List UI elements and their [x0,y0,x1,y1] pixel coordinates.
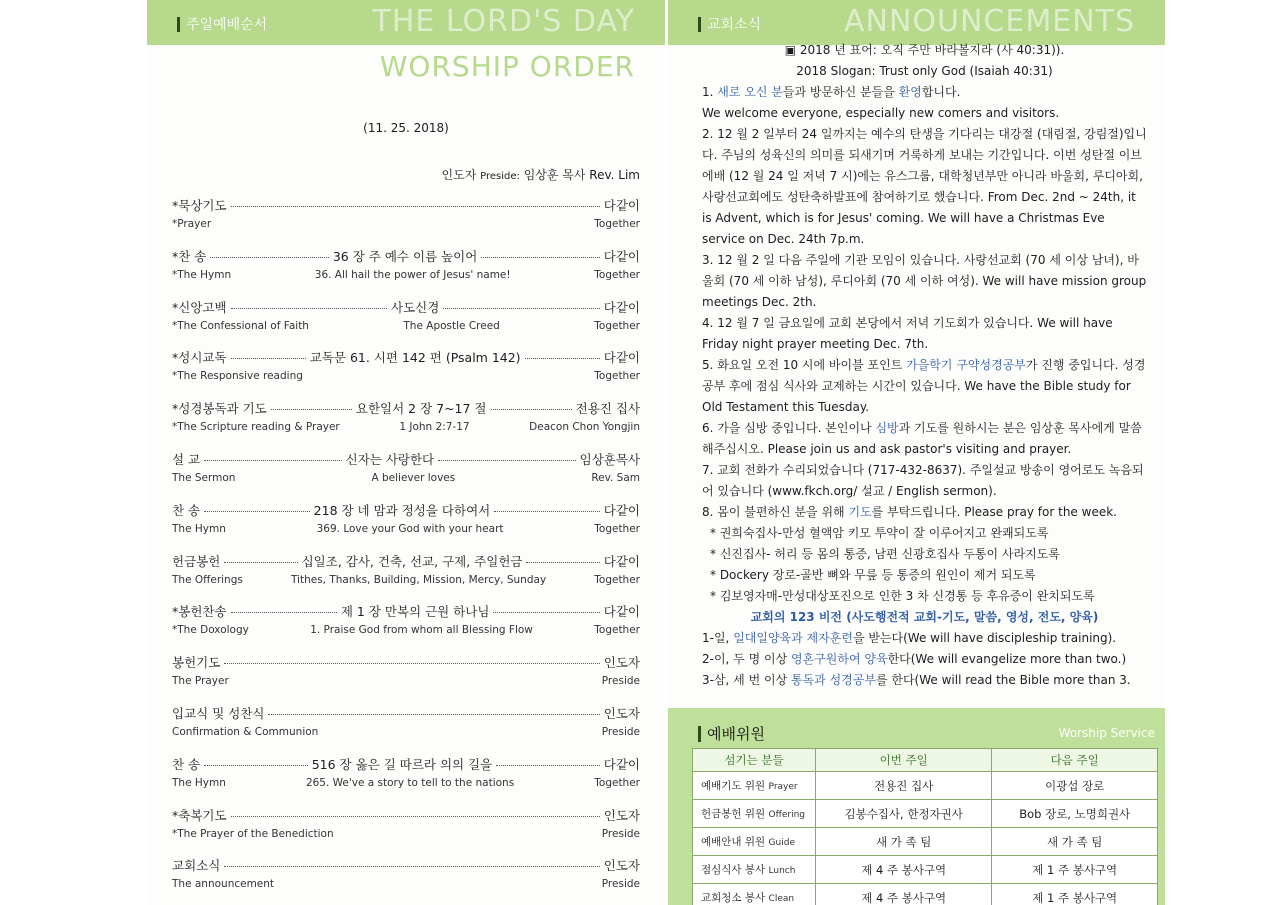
order-item-leader-en: Together [594,522,640,535]
prayer-item: * Dockery 장로-골반 뼈와 무릎 등 통증의 원인이 제거 되도록 [710,568,1036,582]
order-item-label-en: The Sermon [172,472,236,484]
order-item-leader: 인도자 [603,706,640,721]
leader-dots [496,764,600,766]
order-item-leader-en: Together [594,624,640,637]
order-item-leader: 인도자 [603,858,640,874]
order-row-english [172,828,640,840]
next-week-cell: 제 1 주 봉사구역 [992,856,1158,884]
worship-service-panel [668,708,1165,905]
highlight: 일대일양육과 제자훈련 [733,631,853,645]
next-week-cell: Bob 장로, 노명희권사 [992,800,1158,828]
highlight: 환영 [898,85,922,99]
order-row-main [172,501,640,521]
order-row-english [172,777,640,789]
this-week-cell: 김봉수집사, 한정자권사 [816,800,992,828]
order-item-detail: 36 장 주 예수 이름 높이어 [332,248,478,264]
order-row [172,755,640,795]
leader-dots [204,510,310,512]
announcement-item: 8. 몸이 불편하신 분을 위해 기도를 부탁드립니다. Please pray for the week. [702,505,1117,519]
announcement-item: 1. 새로 오신 분들과 방문하신 분들을 환영합니다. [702,85,961,99]
order-item-leader-en: Together [594,370,640,383]
role-ko: 헌금봉헌 위원 [701,808,766,820]
table-header: 섬기는 분들 [693,749,816,772]
order-item-detail-en [229,675,602,687]
order-item-detail: 신자는 사랑한다 [345,452,435,467]
table-row [693,828,1158,856]
role-en: Offering [768,810,805,820]
order-item-label: 봉헌기도 [172,655,221,671]
service-title: 예배위원 [698,723,765,744]
order-item-detail-en: 1 John 2:7-17 [399,421,470,434]
role-cell [693,800,816,828]
leader-dots [231,357,306,359]
order-item-label: *봉헌찬송 [172,604,227,620]
order-row [172,501,640,541]
leader-dots [268,713,599,715]
leader-dots [491,408,572,410]
order-row-main [172,399,640,419]
announcement-list [702,40,1147,691]
section-label: 주일예배순서 [177,14,267,34]
this-week-cell: 전용진 집사 [816,772,992,800]
order-row [172,298,640,338]
order-item-leader: 다같이 [603,350,641,366]
order-item-label-en: *The Responsive reading [172,370,303,383]
order-item-detail: 교독문 61. 시편 142 편 (Psalm 142) [309,350,521,366]
order-item-leader-en: Preside [601,675,640,688]
order-row-english [172,878,640,890]
order-item-label-en: The Offerings [172,573,243,586]
order-item-detail-en [274,878,602,890]
vision-title: 교회의 123 비전 (사도행전적 교회-기도, 말씀, 영성, 전도, 양육) [750,610,1099,624]
next-week-cell: 이광섭 장로 [992,772,1158,800]
table-header: 다음 주일 [992,749,1158,772]
order-item-label: *찬 송 [172,248,207,264]
announcement-item: 7. 교회 전화가 수리되었습니다 (717-432-8637). 주일설교 방송이 영어로도 녹음되어 있습니다 (www.fkch.org/ 설교 / English sermon). [702,463,1144,498]
order-row-english [172,574,640,586]
announcement-item: 5. 화요일 오전 10 시에 바이블 포인트 가을학기 구약성경공부가 진행 중입니다. 성경공부 후에 점심 식사와 교제하는 시간이 있습니다. We have the Bible study for Old Testament this Tuesday. [702,358,1146,414]
role-ko: 예배안내 위원 [701,836,766,848]
order-item-leader-en: Preside [601,878,640,891]
order-item-label: *묵상기도 [172,198,227,213]
order-row [172,247,640,287]
order-row-english [172,421,640,433]
order-item-leader: 다같이 [603,248,640,264]
page-subtitle: WORSHIP ORDER [379,50,635,83]
order-row [172,348,640,388]
order-item-detail: 십일조, 감사, 건축, 선교, 구제, 주일헌금 [301,553,523,569]
order-item-leader: 인도자 [603,807,640,823]
order-item-detail: 제 1 장 만복의 근원 하나님 [340,604,490,620]
highlight: 영혼구원하여 양육 [791,652,888,666]
order-row [172,602,640,642]
role-en: Lunch [768,866,796,876]
order-row [172,653,640,693]
order-row-main [172,247,640,267]
order-row-english [172,726,640,738]
order-item-label-en: *The Prayer of the Benediction [172,827,334,840]
header-band [668,0,1165,45]
order-item-detail: 218 장 네 맘과 정성을 다하여서 [313,502,491,518]
order-item-leader: 임상훈목사 [579,452,641,467]
order-item-detail-en: Tithes, Thanks, Building, Mission, Mercy, Sunday [290,573,547,586]
order-row-main [172,602,640,622]
order-row-english [172,675,640,687]
order-item-detail-en [211,218,594,230]
order-row-english [172,624,640,636]
leader-dots [204,459,342,461]
announcement-item: We welcome everyone, especially new comers and visitors. [702,106,1060,120]
role-cell [693,856,816,884]
order-item-label-en: *The Scripture reading & Prayer [172,421,340,434]
order-row-english [172,218,640,230]
leader-dots [231,815,600,817]
leader-dots [210,256,328,258]
order-item-label: 헌금봉헌 [172,553,221,569]
order-row [172,704,640,744]
order-item-label: 입교식 및 성찬식 [172,706,265,721]
leader-dots [231,611,337,613]
table-row [693,800,1158,828]
order-item-detail: 사도신경 [391,299,440,315]
order-item-leader: 다같이 [603,553,641,569]
leader-dots [231,307,387,309]
highlight: 통독과 성경공부 [791,673,876,687]
order-item-detail-en [303,370,594,382]
order-item-label-en: The announcement [172,878,275,891]
announcement-item: 2. 12 월 2 일부터 24 일까지는 예수의 탄생을 기다리는 대강절 (대림절, 강림절)입니다. 주님의 성육신의 의미를 되새기며 거룩하게 보내는 기간입니다. 이번 성탄절 이브에배 (12 월 24 일 저녁 7 시)에는 유스그룹, 대학청년부만 아니라 바울회, 루디아회, 사랑선교회에도 성탄축하발표에 참여하기로 했습니다. From Dec. 2nd ~ 24th, it is Advent, which is for Jesus' coming. We will have a Christmas Eve service on Dec. 24th 7p.m. [702,127,1147,246]
band-title: THE LORD'S DAY [372,4,635,39]
order-item-leader-en: Rev. Sam [591,472,640,484]
order-item-detail-en: 1. Praise God from whom all Blessing Flow [310,624,533,637]
leader-dots [526,561,599,563]
announcements-page [668,0,1165,905]
this-week-cell: 제 4 주 봉사구역 [816,884,992,905]
order-item-leader: 전용진 집사 [575,401,640,417]
order-item-leader: 다같이 [603,604,640,620]
order-item-detail-en: The Apostle Creed [403,319,500,332]
announcement-item: 4. 12 월 7 일 금요일에 교회 본당에서 저녁 기도회가 있습니다. We will have Friday night prayer meeting Dec. 7th. [702,316,1113,351]
slogan-en: 2018 Slogan: Trust only God (Isaiah 40:31) [796,64,1053,78]
order-item-label-en: The Prayer [172,675,229,688]
order-item-label: *성시교독 [172,350,227,366]
table-row [693,856,1158,884]
prayer-list [702,523,1147,607]
vision-item: 2-이, 두 명 이상 영혼구원하여 양육한다(We will evangelize more than two.) [702,652,1127,666]
this-week-cell: 새 가 족 팀 [816,828,992,856]
role-en: Guide [768,838,795,848]
leader-dots [231,205,600,207]
order-item-detail-en: 36. All hail the power of Jesus' name! [314,268,511,281]
role-en: Clean [768,894,795,904]
order-item-leader: 다같이 [603,756,641,772]
order-item-label-en: The Hymn [172,776,226,789]
leader-dots [494,510,600,512]
order-item-leader-en: Preside [601,726,640,738]
leader-dots [443,307,599,309]
leader-dots [271,408,352,410]
order-row [172,856,640,896]
order-item-label-en: *The Confessional of Faith [172,319,309,332]
highlight: 가을학기 구약성경공부 [906,358,1026,372]
leader-dots [224,561,297,563]
order-row [172,450,640,490]
prayer-item: * 권희숙집사-만성 혈액암 키모 투약이 잘 이루어지고 완쾌되도록 [710,526,1049,540]
role-ko: 교회청소 봉사 [701,892,766,904]
leader-dots [493,611,599,613]
order-row-english [172,523,640,535]
order-row-english [172,472,640,484]
this-week-cell: 제 4 주 봉사구역 [816,856,992,884]
highlight: 심방 [875,421,899,435]
order-item-label-en: Confirmation & Communion [172,726,319,738]
service-table [692,748,1158,905]
order-row-main [172,348,640,368]
worship-order-page [147,0,665,905]
leader-dots [224,865,599,867]
order-item-label: 설 교 [172,452,201,467]
band-title: ANNOUNCEMENTS [844,4,1135,39]
order-item-detail-en [334,828,602,840]
highlight: 기도 [848,505,872,519]
order-item-label: *성경봉독과 기도 [172,401,267,417]
prayer-item: * 신진집사- 허리 등 몸의 통증, 남편 신광호집사 두통이 사라지도록 [710,547,1060,561]
announcement-item: 3. 12 월 2 일 다음 주일에 기관 모임이 있습니다. 사랑선교회 (70 세 이상 남녀), 바울회 (70 세 이하 남성), 루디아회 (70 세 이하 여성). We will have mission group meetings Dec. 2th. [702,253,1147,309]
leader-dots [481,256,599,258]
role-en: Prayer [768,782,798,792]
order-item-detail: 516 장 옳은 길 따르라 의의 길을 [311,756,493,772]
order-item-leader-en: Deacon Chon Yongjin [529,421,640,434]
role-ko: 점심식사 봉사 [701,864,766,876]
next-week-cell: 새 가 족 팀 [992,828,1158,856]
next-week-cell: 제 1 주 봉사구역 [992,884,1158,905]
order-item-label: 교회소식 [172,858,221,874]
table-row [693,884,1158,905]
slogan-ko: ▣ 2018 년 표어: 오직 주만 바라볼지라 (사 40:31)). [784,43,1065,57]
order-item-leader: 인도자 [603,655,640,671]
role-cell [693,828,816,856]
order-row-main [172,450,640,470]
order-row [172,552,640,592]
order-row-main [172,856,640,876]
service-title-en: Worship Service [1058,726,1155,740]
order-item-label: 찬 송 [172,756,201,772]
role-cell [693,884,816,905]
order-item-detail-en: 265. We've a story to tell to the nations [305,776,515,789]
leader-dots [438,459,576,461]
order-item-detail-en: 369. Love your God with your heart [316,522,504,535]
order-item-label: *축복기도 [172,807,227,823]
order-item-label: 찬 송 [172,502,201,518]
highlight: 새로 오신 분 [717,85,783,99]
order-item-leader: 다같이 [603,502,641,518]
vision-list [702,628,1147,691]
table-header: 이번 주일 [816,749,992,772]
role-cell [693,772,816,800]
announcement-item: 6. 가을 심방 중입니다. 본인이나 심방과 기도를 원하시는 분은 임상훈 목사에게 말씀해주십시오. Please join us and ask pastor's visiting and prayer. [702,421,1142,456]
order-row-main [172,298,640,318]
order-item-leader: 다같이 [603,299,641,315]
order-item-detail: 요한일서 2 장 7~17 절 [355,401,487,417]
section-label: 교회소식 [698,14,761,34]
order-item-leader-en: Together [594,319,640,332]
order-row-english [172,370,640,382]
prayer-item: * 김보영자매-만성대상포진으로 인한 3 차 신경통 등 후유증이 완치되도록 [710,589,1095,603]
preside-line: 인도자 Preside: 임상훈 목사 Rev. Lim [441,168,640,182]
order-row [172,196,640,236]
order-row-english [172,320,640,332]
announcement-items [702,82,1147,523]
order-item-label-en: *Prayer [172,218,212,230]
order-row-main [172,704,640,724]
order-row [172,806,640,846]
leader-dots [525,357,600,359]
header-band [147,0,665,45]
order-item-leader-en: Together [594,573,640,586]
vision-item: 1-일, 일대일양육과 제자훈련을 받는다(We will have discipleship training). [702,631,1117,645]
order-item-leader-en: Preside [601,827,640,840]
table-row [693,772,1158,800]
order-row-main [172,196,640,216]
order-item-detail-en: A believer loves [371,472,456,484]
order-item-label-en: *The Hymn [172,268,232,281]
order-row-main [172,653,640,673]
order-row [172,399,640,439]
leader-dots [204,764,308,766]
role-ko: 예배기도 위원 [701,780,766,792]
order-item-leader-en: Together [594,776,640,789]
order-row-main [172,552,640,572]
order-item-leader: 다같이 [603,198,640,213]
order-item-label-en: The Hymn [172,522,226,535]
leader-dots [224,662,599,664]
order-item-label: *신앙고백 [172,299,227,315]
order-row-main [172,806,640,826]
order-row-main [172,755,640,775]
order-item-leader-en: Together [594,218,640,230]
order-row-english [172,269,640,281]
order-item-detail-en [318,726,601,738]
order-item-label-en: *The Doxology [172,624,249,637]
service-date: (11. 25. 2018) [363,121,449,135]
order-item-leader-en: Together [594,268,640,281]
vision-item: 3-삼, 세 번 이상 통독과 성경공부를 한다(We will read the Bible more than 3. [702,673,1131,687]
